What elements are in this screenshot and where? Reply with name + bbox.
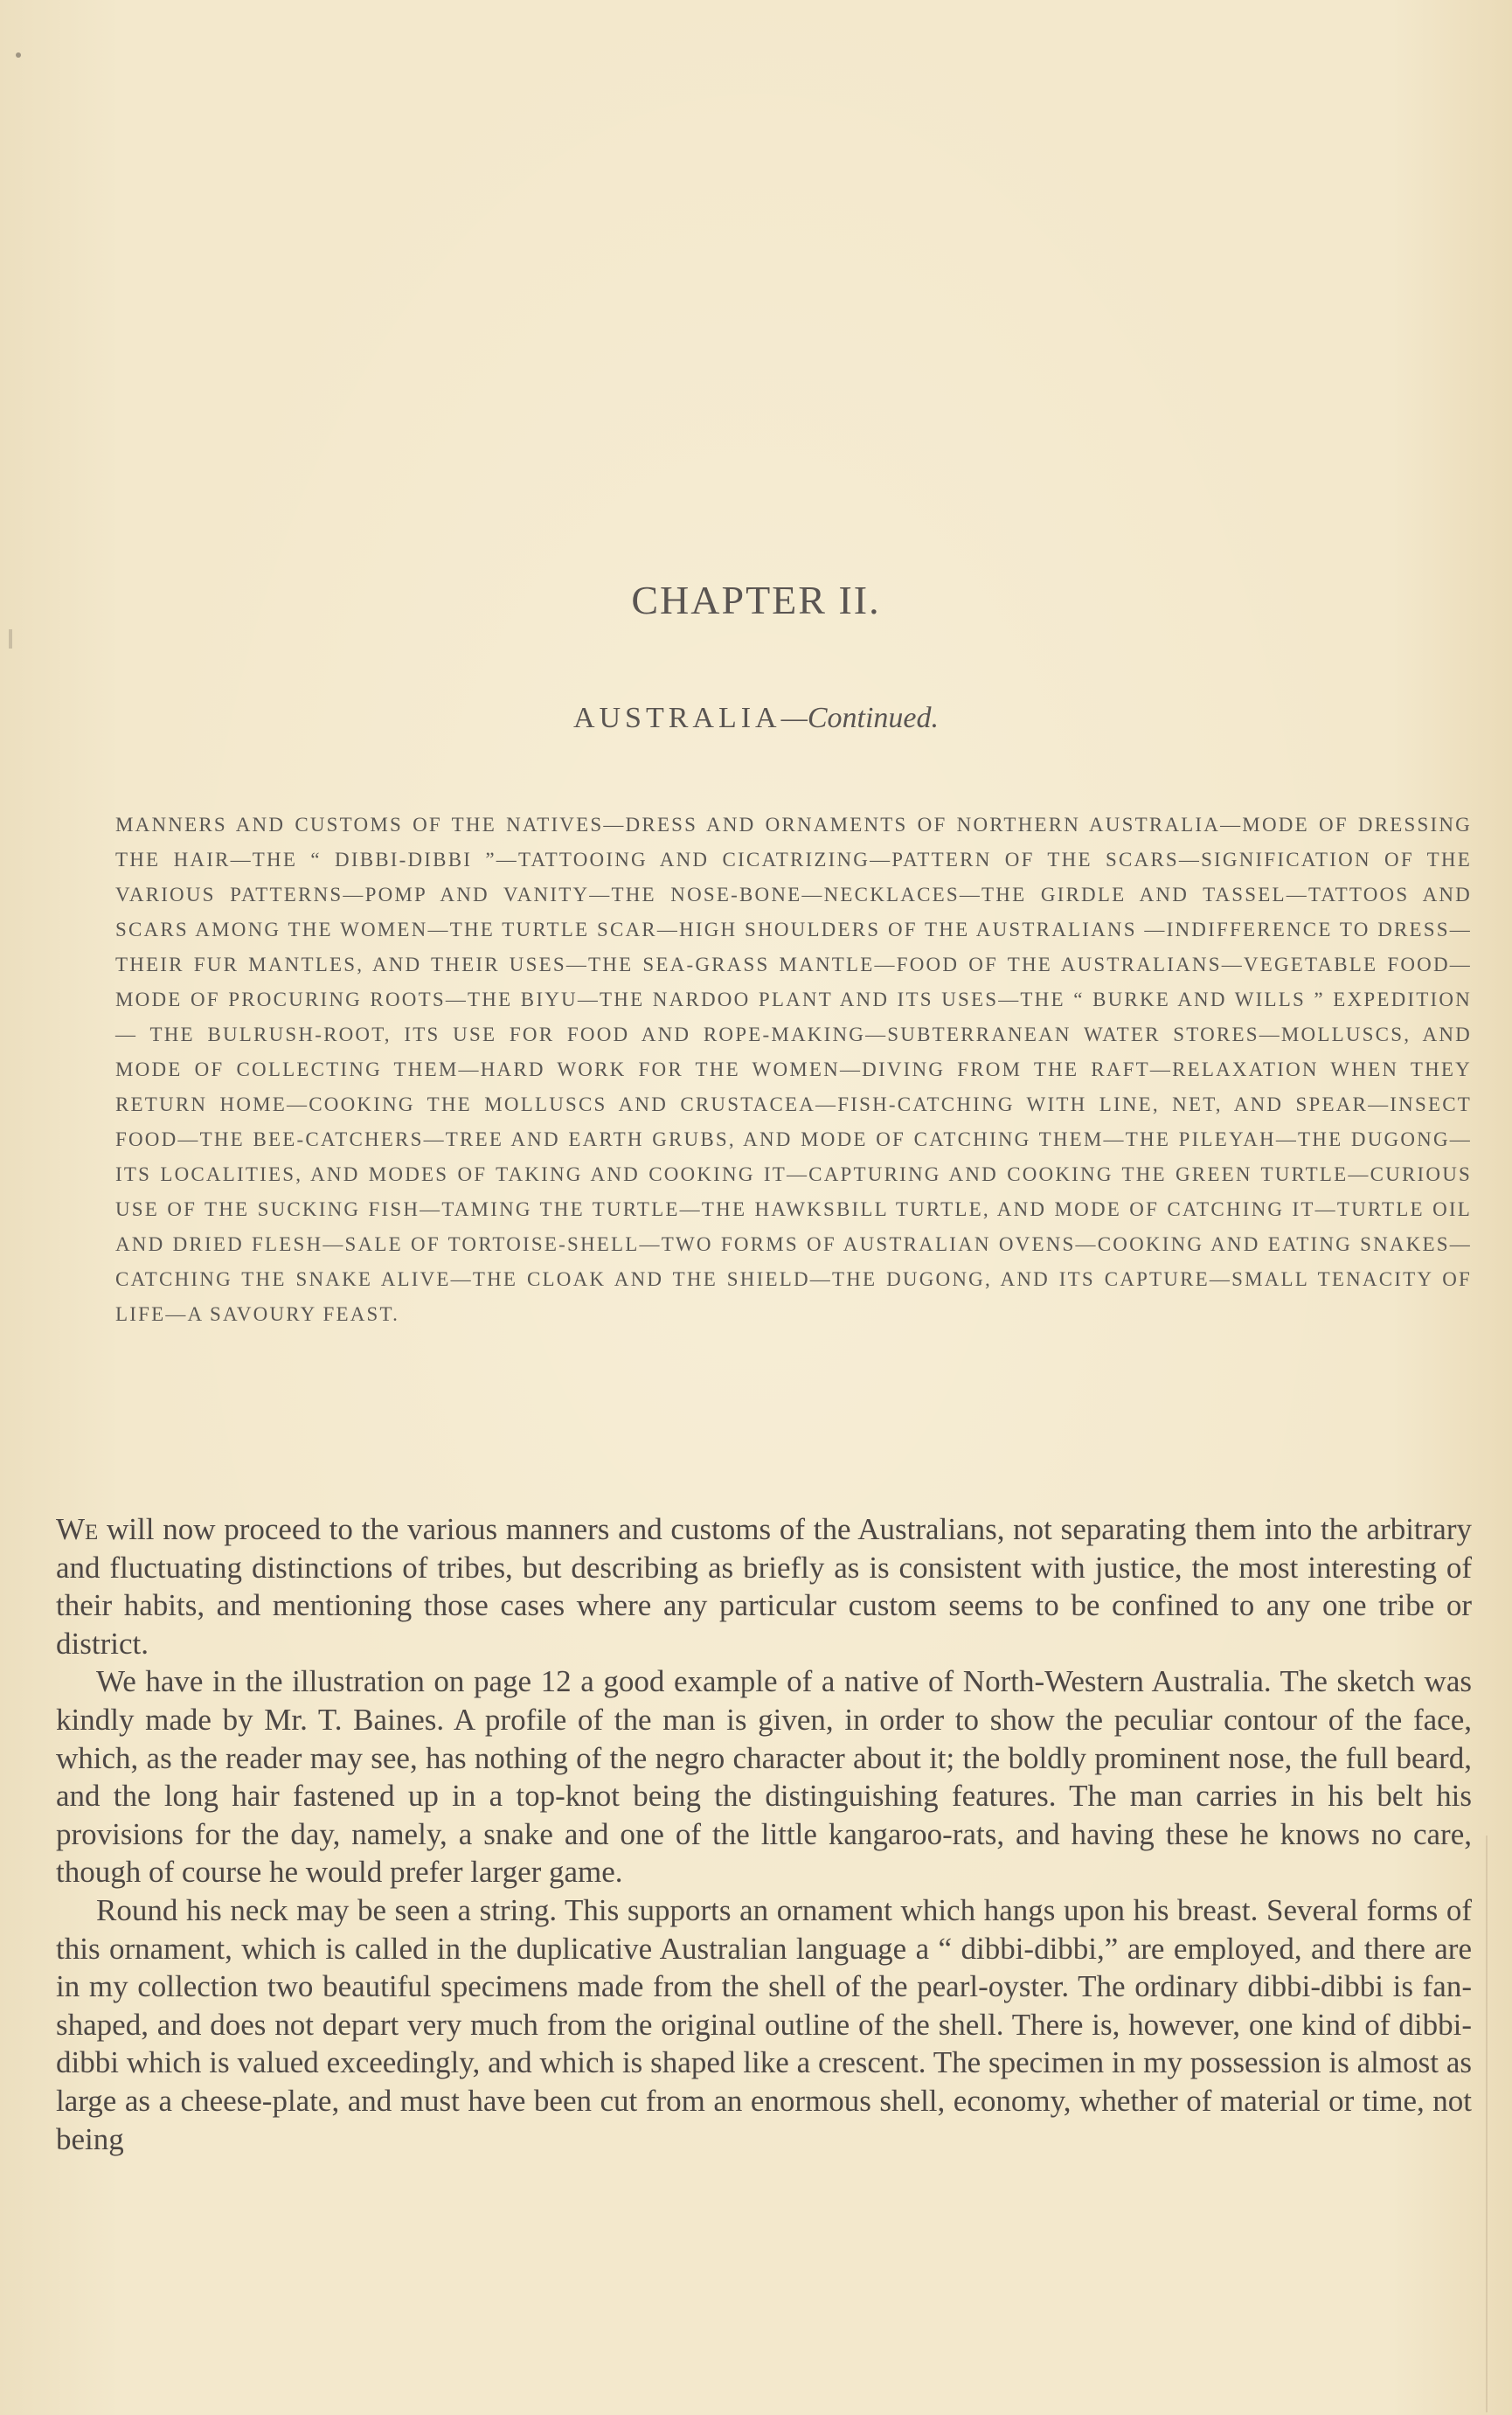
margin-speck: [16, 52, 21, 58]
chapter-subtitle: [0, 702, 1512, 735]
subtitle-main: AUSTRALIA: [572, 702, 781, 734]
paragraph-2: We have in the illustration on page 12 a good example of a native of North-Western Australia. The sketch was kindly made by Mr. T. Baines. A profile of the man is given, in order to show the peculiar contour of the face, which, as the reader may see, has nothing of the negro character about it; the boldly prominent nose, the full beard, and the long hair fastened up in a top-knot being the distinguishing features. The man carries in his belt his provisions for the day, namely, a snake and one of the little kangaroo-rats, and having these he knows no care, though of course he would prefer larger game.: [56, 1664, 1472, 1890]
chapter-summary: MANNERS AND CUSTOMS OF THE NATIVES—DRESS AND ORNAMENTS OF NORTHERN AUSTRALIA—MODE OF DRESSING THE HAIR—THE “ DIBBI-DIBBI ”—TATTOOING AND CICATRIZING—PATTERN OF THE SCARS—SIGNIFICATION OF THE VARIOUS PATTERNS—POMP AND VANITY—THE NOSE-BONE—NECKLACES—THE GIRDLE AND TASSEL—TATTOOS AND SCARS AMONG THE WOMEN—THE TURTLE SCAR—HIGH SHOULDERS OF THE AUSTRALIANS —INDIFFERENCE TO DRESS—THEIR FUR MANTLES, AND THEIR USES—THE SEA-GRASS MANTLE—FOOD OF THE AUSTRALIANS—VEGETABLE FOOD—MODE OF PROCURING ROOTS—THE BIYU—THE NARDOO PLANT AND ITS USES—THE “ BURKE AND WILLS ” EXPEDITION — THE BULRUSH-ROOT, ITS USE FOR FOOD AND ROPE-MAKING—SUBTERRANEAN WATER STORES—MOLLUSCS, AND MODE OF COLLECTING THEM—HARD WORK FOR THE WOMEN—DIVING FROM THE RAFT—RELAXATION WHEN THEY RETURN HOME—COOKING THE MOLLUSCS AND CRUSTACEA—FISH-CATCHING WITH LINE, NET, AND SPEAR—INSECT FOOD—THE BEE-CATCHERS—TREE AND EARTH GRUBS, AND MODE OF CATCHING THEM—THE PILEYAH—THE DUGONG—ITS LOCALITIES, AND MODES OF TAKING AND COOKING IT—CAPTURING AND COOKING THE GREEN TURTLE—CURIOUS USE OF THE SUCKING FISH—TAMING THE TURTLE—THE HAWKSBILL TURTLE, AND MODE OF CATCHING IT—TURTLE OIL AND DRIED FLESH—SALE OF TORTOISE-SHELL—TWO FORMS OF AUSTRALIAN OVENS—COOKING AND EATING SNAKES—CATCHING THE SNAKE ALIVE—THE CLOAK AND THE SHIELD—THE DUGONG, AND ITS CAPTURE—SMALL TENACITY OF LIFE—A SAVOURY FEAST.: [115, 814, 1472, 1325]
chapter-title: CHAPTER II.: [631, 578, 881, 622]
margin-mark: [9, 629, 12, 649]
subtitle-continued: —Continued.: [780, 702, 940, 734]
opening-word: We: [56, 1512, 99, 1546]
paragraph-3: Round his neck may be seen a string. This supports an ornament which hangs upon his breast. Several forms of this ornament, which is called in the duplicative Australian language a “ dibbi-dibbi,” are employed, and there are in my collection two beautiful specimens made from the shell of the pearl-oyster. The ordinary dibbi-dibbi is fan-shaped, and does not depart very much from the original outline of the shell. There is, however, one kind of dibbi-dibbi which is valued exceedingly, and which is shaped like a crescent. The specimen in my possession is almost as large as a cheese-plate, and must have been cut from an enormous shell, economy, whether of material or time, not being: [56, 1892, 1472, 2156]
page-fold-shadow: [1486, 1836, 1488, 2412]
paragraph-1-text: will now proceed to the various manners and customs of the Australians, not separating them into the arbitrary and fluctuating distinctions of tribes, but describing as briefly as is consistent with justice, the most interesting of their habits, and mentioning those cases where any particular custom seems to be confined to any one tribe or district.: [56, 1512, 1472, 1661]
paragraph-1: [56, 1510, 1472, 1662]
chapter-body: [56, 1510, 1472, 2158]
